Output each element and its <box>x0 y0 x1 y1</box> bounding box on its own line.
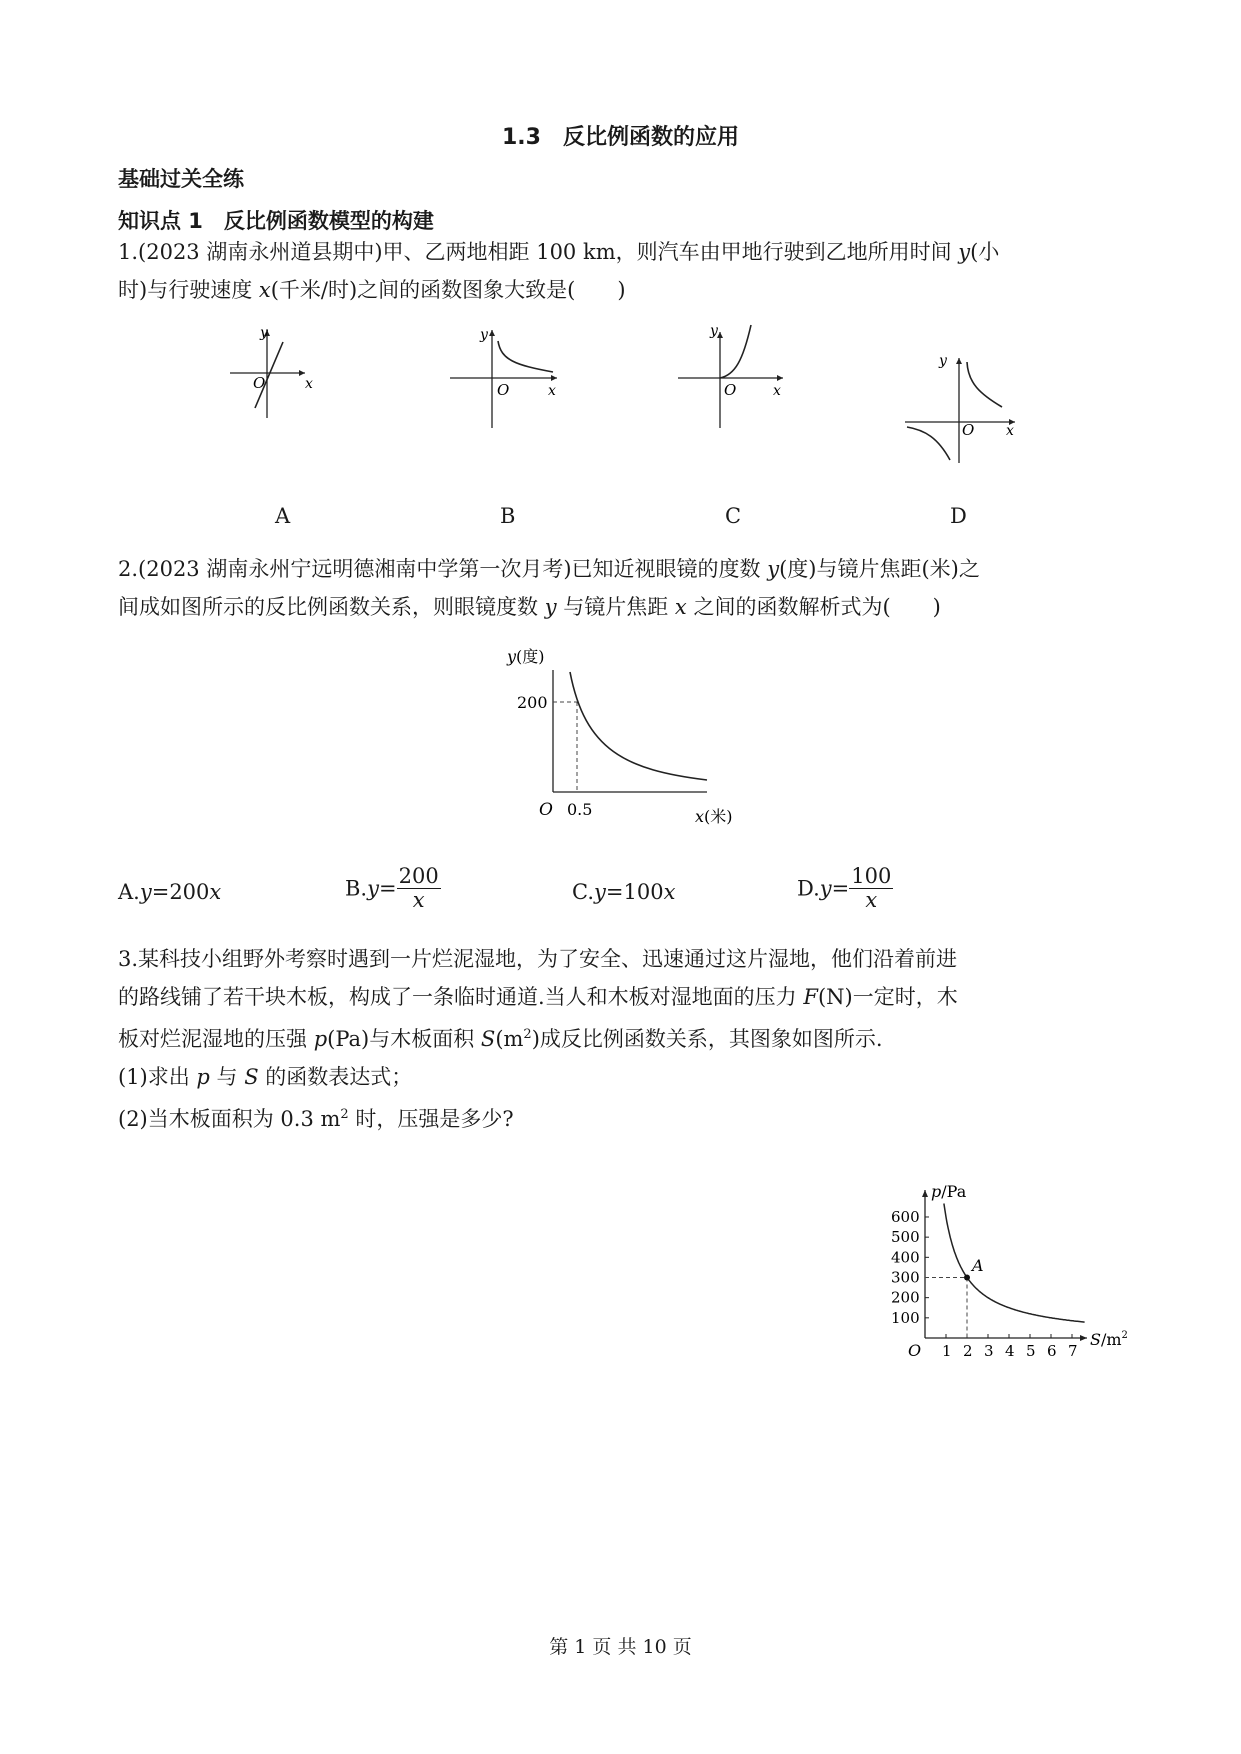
q2-option-d: D.y= $\frac{100}{x}$ <box>797 864 892 913</box>
q3-graph-y-label: p/Pa <box>931 1182 967 1201</box>
question-3-line-3: 板对烂泥湿地的压强 p(Pa)与木板面积 $S(m^2)$成反比例函数关系，其图象如图所示. <box>118 1027 883 1051</box>
section-heading: 基础过关全练 <box>118 167 244 191</box>
q3-graph-ticks <box>891 1208 1078 1360</box>
q3-y-tick-label: 500 <box>891 1228 920 1247</box>
q3-graph-x-label: $S/m^2$ <box>1090 1330 1128 1349</box>
q1-graph-b-x-label: x <box>548 383 556 399</box>
q3-x-tick-label: 1 <box>942 1342 952 1360</box>
q3-x-tick-label: 7 <box>1068 1342 1078 1360</box>
question-1-line-2: 时)与行驶速度 x(千米/时)之间的函数图象大致是( ) <box>118 278 626 302</box>
question-1-text <box>118 233 1128 309</box>
q1-option-a: A <box>275 504 291 528</box>
q2-graph-y-label: y(度) <box>507 647 545 666</box>
question-2-line-2: 间成如图所示的反比例函数关系，则眼镜度数 y 与镜片焦距 x 之间的函数解析式为( ) <box>118 595 941 619</box>
q1-graph-d-x-label: x <box>1006 423 1014 439</box>
q3-x-tick-label: 3 <box>984 1342 994 1360</box>
q3-x-tick-label: 6 <box>1047 1342 1057 1360</box>
question-3-text <box>118 940 1128 1138</box>
q1-option-d: D <box>950 504 967 528</box>
question-3-sub-1: (1)求出 p 与 S 的函数表达式； <box>118 1065 413 1089</box>
q3-x-tick-label: 2 <box>963 1342 973 1360</box>
q1-graph-b-y-label: y <box>480 327 488 343</box>
q2-graph-y-tick: 200 <box>517 693 548 712</box>
q3-graph-origin: O <box>908 1341 922 1360</box>
q3-x-tick-label: 5 <box>1026 1342 1036 1360</box>
q2-graph-x-tick: 0.5 <box>567 800 593 819</box>
q2-option-b-fraction: $\frac{200}{x}$ <box>398 864 439 913</box>
page-footer: 第 1 页 共 10 页 <box>549 1636 692 1658</box>
q1-graph-d-origin: O <box>962 421 975 439</box>
question-2-line-1: 2.(2023 湖南永州宁远明德湘南中学第一次月考)已知近视眼镜的度数 y(度)与镜片焦距(米)之 <box>118 557 980 581</box>
q2-graph-x-label: x(米) <box>695 807 733 826</box>
q3-y-tick-label: 200 <box>891 1288 920 1307</box>
q1-graph-d-y-label: y <box>939 353 947 369</box>
q3-curve <box>944 1204 1085 1323</box>
q2-graph-origin: O <box>539 800 553 820</box>
q1-graph-b <box>445 325 575 430</box>
q1-graph-c <box>673 320 803 430</box>
q1-graph-a-x-label: x <box>305 376 313 392</box>
q3-y-tick-label: 600 <box>891 1207 920 1226</box>
q2-graph <box>495 640 755 840</box>
page-title: 1.3 反比例函数的应用 <box>502 125 739 150</box>
question-3-line-2: 的路线铺了若干块木板，构成了一条临时通道.当人和木板对湿地面的压力 F(N)一定时，木 <box>118 985 958 1009</box>
q1-graph-b-origin: O <box>497 381 510 399</box>
q1-graph-a <box>220 320 340 420</box>
q1-graph-a-y-label: y <box>260 325 268 341</box>
q1-graph-c-y-label: y <box>710 323 718 339</box>
q1-option-c: C <box>725 504 742 528</box>
q3-graph <box>875 1180 1145 1370</box>
q2-option-c: C.y=100x <box>572 880 676 904</box>
q3-point-a-label: A <box>972 1256 984 1275</box>
knowledge-point-heading: 知识点 1 反比例函数模型的构建 <box>118 209 434 233</box>
q1-option-b: B <box>500 504 516 528</box>
q3-y-tick-label: 400 <box>891 1248 920 1267</box>
question-3-line-1: 3.某科技小组野外考察时遇到一片烂泥湿地，为了安全、迅速通过这片湿地，他们沿着前进 <box>118 947 958 971</box>
question-1-line-1: 1.(2023 湖南永州道县期中)甲、乙两地相距 100 km，则汽车由甲地行驶到乙地所用时间 y(小 <box>118 240 1000 264</box>
q3-point-a <box>964 1275 970 1281</box>
q2-option-a: A.y=200x <box>118 880 222 904</box>
q1-graph-a-origin: O <box>253 374 266 392</box>
q2-option-b: B.y= $\frac{200}{x}$ <box>345 864 439 913</box>
question-2-text <box>118 550 1128 626</box>
q2-option-d-fraction: $\frac{100}{x}$ <box>851 864 892 913</box>
question-3-sub-2: (2)当木板面积为 0.3 $m^2$ 时，压强是多少? <box>118 1107 514 1131</box>
q3-x-tick-label: 4 <box>1005 1342 1015 1360</box>
q1-graph-c-x-label: x <box>773 383 781 399</box>
q3-y-tick-label: 300 <box>891 1268 920 1287</box>
q3-y-tick-label: 100 <box>891 1308 920 1327</box>
q1-graph-d <box>900 350 1030 465</box>
q1-graph-c-origin: O <box>724 381 737 399</box>
